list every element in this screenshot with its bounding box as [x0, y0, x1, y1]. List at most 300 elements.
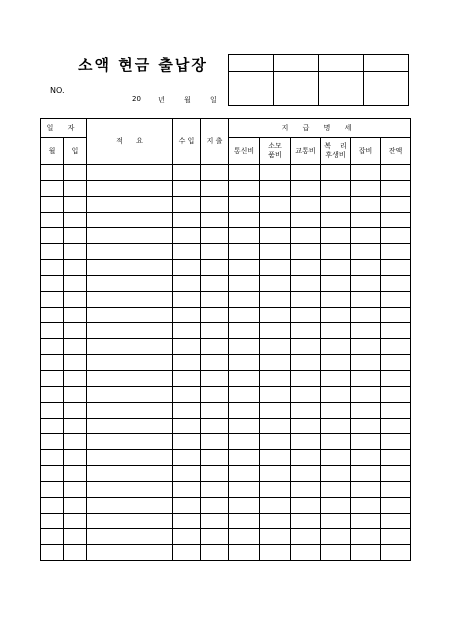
welfare-cell [321, 529, 351, 545]
expense-cell [201, 339, 229, 355]
month-cell [41, 291, 64, 307]
welfare-cell [321, 307, 351, 323]
welfare-cell [321, 228, 351, 244]
welfare-cell [321, 355, 351, 371]
document-title: 소액 현금 출납장 [78, 56, 208, 74]
balance-cell [381, 196, 411, 212]
expense-header: 지 출 [201, 119, 229, 165]
month-cell [41, 260, 64, 276]
balance-cell [381, 355, 411, 371]
table-row [41, 228, 411, 244]
supplies-cell [260, 370, 291, 386]
balance-cell [381, 481, 411, 497]
miscellaneous-cell [351, 466, 381, 482]
miscellaneous-cell [351, 497, 381, 513]
description-cell [87, 339, 173, 355]
approval-header-cell [274, 55, 319, 72]
communication-cell [229, 260, 260, 276]
balance-cell [381, 545, 411, 561]
miscellaneous-cell [351, 545, 381, 561]
month-cell [41, 212, 64, 228]
welfare-cell [321, 402, 351, 418]
transportation-cell [291, 323, 321, 339]
table-row [41, 402, 411, 418]
payment-details-header: 지 급 명 세 [229, 119, 411, 138]
miscellaneous-cell [351, 402, 381, 418]
transportation-cell [291, 386, 321, 402]
transportation-cell [291, 513, 321, 529]
supplies-cell [260, 228, 291, 244]
miscellaneous-cell [351, 370, 381, 386]
description-cell [87, 466, 173, 482]
supplies-cell [260, 355, 291, 371]
transportation-cell [291, 244, 321, 260]
month-cell [41, 165, 64, 181]
balance-cell [381, 434, 411, 450]
supplies-cell [260, 450, 291, 466]
description-cell [87, 291, 173, 307]
income-cell [173, 291, 201, 307]
communication-cell [229, 355, 260, 371]
day-cell [64, 466, 87, 482]
welfare-cell [321, 323, 351, 339]
day-cell [64, 228, 87, 244]
balance-cell [381, 244, 411, 260]
day-cell [64, 418, 87, 434]
communication-cell [229, 481, 260, 497]
miscellaneous-cell [351, 323, 381, 339]
month-cell [41, 323, 64, 339]
expense-cell [201, 275, 229, 291]
day-cell [64, 513, 87, 529]
expense-cell [201, 418, 229, 434]
transportation-cell [291, 339, 321, 355]
description-cell [87, 355, 173, 371]
welfare-cell [321, 180, 351, 196]
description-cell [87, 323, 173, 339]
month-cell [41, 180, 64, 196]
day-cell [64, 481, 87, 497]
supplies-cell [260, 165, 291, 181]
balance-cell [381, 275, 411, 291]
approval-sign-cell [364, 72, 409, 106]
table-row [41, 513, 411, 529]
month-cell [41, 466, 64, 482]
expense-cell [201, 260, 229, 276]
miscellaneous-cell [351, 529, 381, 545]
table-row [41, 434, 411, 450]
approval-header-cell [364, 55, 409, 72]
miscellaneous-cell [351, 386, 381, 402]
expense-cell [201, 355, 229, 371]
month-header: 월 [41, 138, 64, 165]
supplies-cell [260, 275, 291, 291]
balance-cell [381, 450, 411, 466]
day-cell [64, 307, 87, 323]
date-line [132, 95, 222, 105]
expense-cell [201, 450, 229, 466]
month-cell [41, 339, 64, 355]
income-cell [173, 418, 201, 434]
month-cell [41, 275, 64, 291]
description-cell [87, 529, 173, 545]
expense-cell [201, 244, 229, 260]
welfare-cell [321, 386, 351, 402]
supplies-header-line2: 품비 [268, 151, 282, 159]
description-cell [87, 260, 173, 276]
communication-cell [229, 212, 260, 228]
table-row [41, 466, 411, 482]
income-cell [173, 228, 201, 244]
miscellaneous-cell [351, 180, 381, 196]
transportation-cell [291, 228, 321, 244]
day-header: 입 [64, 138, 87, 165]
expense-cell [201, 529, 229, 545]
table-row [41, 323, 411, 339]
supplies-cell [260, 180, 291, 196]
welfare-header [321, 138, 351, 165]
welfare-cell [321, 275, 351, 291]
day-cell [64, 196, 87, 212]
balance-cell [381, 260, 411, 276]
table-row [41, 165, 411, 181]
month-cell [41, 434, 64, 450]
supplies-cell [260, 196, 291, 212]
transportation-cell [291, 497, 321, 513]
income-cell [173, 180, 201, 196]
approval-header-cell [319, 55, 364, 72]
miscellaneous-cell [351, 450, 381, 466]
income-cell [173, 545, 201, 561]
supplies-cell [260, 513, 291, 529]
welfare-cell [321, 260, 351, 276]
description-cell [87, 450, 173, 466]
transportation-cell [291, 529, 321, 545]
communication-cell [229, 466, 260, 482]
table-row [41, 244, 411, 260]
welfare-cell [321, 434, 351, 450]
transportation-cell [291, 418, 321, 434]
day-cell [64, 323, 87, 339]
income-cell [173, 450, 201, 466]
communication-cell [229, 196, 260, 212]
balance-cell [381, 180, 411, 196]
balance-cell [381, 323, 411, 339]
month-cell [41, 481, 64, 497]
transportation-cell [291, 165, 321, 181]
expense-cell [201, 481, 229, 497]
day-cell [64, 355, 87, 371]
miscellaneous-cell [351, 339, 381, 355]
day-cell [64, 275, 87, 291]
expense-cell [201, 545, 229, 561]
description-cell [87, 307, 173, 323]
communication-cell [229, 307, 260, 323]
month-cell [41, 513, 64, 529]
miscellaneous-cell [351, 307, 381, 323]
description-cell [87, 481, 173, 497]
approval-sign-cell [274, 72, 319, 106]
transportation-cell [291, 196, 321, 212]
table-row [41, 481, 411, 497]
description-cell [87, 513, 173, 529]
description-cell [87, 275, 173, 291]
table-row [41, 529, 411, 545]
income-cell [173, 481, 201, 497]
balance-cell [381, 466, 411, 482]
day-cell [64, 545, 87, 561]
income-cell [173, 434, 201, 450]
income-header: 수 입 [173, 119, 201, 165]
table-row [41, 291, 411, 307]
welfare-cell [321, 370, 351, 386]
welfare-cell [321, 481, 351, 497]
communication-cell [229, 386, 260, 402]
communication-cell [229, 291, 260, 307]
month-cell [41, 529, 64, 545]
welfare-cell [321, 339, 351, 355]
transportation-cell [291, 275, 321, 291]
welfare-header-line2: 후생비 [325, 151, 346, 159]
transportation-cell [291, 307, 321, 323]
miscellaneous-cell [351, 275, 381, 291]
day-cell [64, 450, 87, 466]
year-prefix: 20 [132, 95, 141, 103]
expense-cell [201, 165, 229, 181]
welfare-cell [321, 450, 351, 466]
income-cell [173, 275, 201, 291]
communication-cell [229, 180, 260, 196]
table-row [41, 450, 411, 466]
day-cell [64, 180, 87, 196]
communication-cell [229, 529, 260, 545]
date-header: 일 자 [41, 119, 87, 138]
communication-cell [229, 339, 260, 355]
income-cell [173, 307, 201, 323]
miscellaneous-cell [351, 291, 381, 307]
supplies-cell [260, 418, 291, 434]
supplies-cell [260, 291, 291, 307]
welfare-cell [321, 513, 351, 529]
day-cell [64, 370, 87, 386]
table-row [41, 180, 411, 196]
day-cell [64, 434, 87, 450]
income-cell [173, 513, 201, 529]
transportation-cell [291, 545, 321, 561]
income-cell [173, 386, 201, 402]
month-cell [41, 386, 64, 402]
description-cell [87, 196, 173, 212]
description-cell [87, 545, 173, 561]
expense-cell [201, 466, 229, 482]
supplies-cell [260, 481, 291, 497]
month-cell [41, 402, 64, 418]
miscellaneous-cell [351, 165, 381, 181]
supplies-cell [260, 244, 291, 260]
day-cell [64, 402, 87, 418]
communication-cell [229, 165, 260, 181]
welfare-header-line1: 복 리 [324, 142, 347, 150]
balance-cell [381, 228, 411, 244]
table-row [41, 212, 411, 228]
transportation-cell [291, 370, 321, 386]
supplies-cell [260, 212, 291, 228]
income-cell [173, 529, 201, 545]
month-cell [41, 370, 64, 386]
table-row [41, 370, 411, 386]
supplies-cell [260, 386, 291, 402]
miscellaneous-cell [351, 481, 381, 497]
transportation-cell [291, 260, 321, 276]
description-cell [87, 497, 173, 513]
miscellaneous-header: 잡비 [351, 138, 381, 165]
balance-cell [381, 165, 411, 181]
month-cell [41, 355, 64, 371]
approval-header-cell [229, 55, 274, 72]
month-label: 월 [184, 96, 191, 104]
welfare-cell [321, 418, 351, 434]
expense-cell [201, 180, 229, 196]
month-cell [41, 228, 64, 244]
income-cell [173, 339, 201, 355]
description-cell [87, 212, 173, 228]
expense-cell [201, 386, 229, 402]
table-row [41, 307, 411, 323]
welfare-cell [321, 291, 351, 307]
communication-cell [229, 513, 260, 529]
expense-cell [201, 434, 229, 450]
miscellaneous-cell [351, 355, 381, 371]
supplies-cell [260, 466, 291, 482]
month-cell [41, 545, 64, 561]
income-cell [173, 355, 201, 371]
description-cell [87, 386, 173, 402]
welfare-cell [321, 545, 351, 561]
income-cell [173, 466, 201, 482]
month-cell [41, 418, 64, 434]
income-cell [173, 212, 201, 228]
table-row [41, 339, 411, 355]
day-cell [64, 244, 87, 260]
income-cell [173, 260, 201, 276]
description-cell [87, 180, 173, 196]
communication-cell [229, 545, 260, 561]
miscellaneous-cell [351, 513, 381, 529]
balance-cell [381, 291, 411, 307]
ledger-rows [41, 165, 411, 561]
expense-cell [201, 323, 229, 339]
income-cell [173, 370, 201, 386]
expense-cell [201, 497, 229, 513]
communication-cell [229, 450, 260, 466]
description-cell [87, 434, 173, 450]
table-row [41, 196, 411, 212]
table-row [41, 545, 411, 561]
balance-cell [381, 402, 411, 418]
welfare-cell [321, 165, 351, 181]
cash-ledger-table [40, 118, 411, 561]
year-label: 년 [158, 96, 165, 104]
transportation-header: 교통비 [291, 138, 321, 165]
balance-header: 잔액 [381, 138, 411, 165]
communication-cell [229, 228, 260, 244]
transportation-cell [291, 402, 321, 418]
day-cell [64, 529, 87, 545]
supplies-header [260, 138, 291, 165]
month-cell [41, 244, 64, 260]
month-cell [41, 196, 64, 212]
expense-cell [201, 291, 229, 307]
communication-cell [229, 370, 260, 386]
communication-header: 통신비 [229, 138, 260, 165]
supplies-cell [260, 307, 291, 323]
balance-cell [381, 339, 411, 355]
supplies-cell [260, 323, 291, 339]
income-cell [173, 196, 201, 212]
month-cell [41, 450, 64, 466]
balance-cell [381, 307, 411, 323]
approval-sign-cell [229, 72, 274, 106]
description-cell [87, 165, 173, 181]
communication-cell [229, 244, 260, 260]
supplies-header-line1: 소모 [268, 142, 282, 150]
miscellaneous-cell [351, 418, 381, 434]
miscellaneous-cell [351, 228, 381, 244]
table-row [41, 355, 411, 371]
communication-cell [229, 434, 260, 450]
supplies-cell [260, 260, 291, 276]
supplies-cell [260, 529, 291, 545]
description-cell [87, 370, 173, 386]
expense-cell [201, 212, 229, 228]
month-cell [41, 497, 64, 513]
table-row [41, 386, 411, 402]
transportation-cell [291, 466, 321, 482]
transportation-cell [291, 450, 321, 466]
day-cell [64, 260, 87, 276]
balance-cell [381, 418, 411, 434]
description-cell [87, 244, 173, 260]
transportation-cell [291, 180, 321, 196]
table-row [41, 260, 411, 276]
approval-sign-cell [319, 72, 364, 106]
expense-cell [201, 402, 229, 418]
table-row [41, 275, 411, 291]
transportation-cell [291, 355, 321, 371]
description-cell [87, 402, 173, 418]
transportation-cell [291, 212, 321, 228]
communication-cell [229, 402, 260, 418]
day-cell [64, 212, 87, 228]
miscellaneous-cell [351, 196, 381, 212]
day-cell [64, 291, 87, 307]
day-cell [64, 165, 87, 181]
welfare-cell [321, 196, 351, 212]
supplies-cell [260, 339, 291, 355]
welfare-cell [321, 212, 351, 228]
transportation-cell [291, 291, 321, 307]
communication-cell [229, 497, 260, 513]
approval-box [228, 54, 409, 106]
income-cell [173, 497, 201, 513]
welfare-cell [321, 466, 351, 482]
communication-cell [229, 323, 260, 339]
balance-cell [381, 386, 411, 402]
balance-cell [381, 212, 411, 228]
balance-cell [381, 370, 411, 386]
day-cell [64, 497, 87, 513]
description-header: 적 요 [87, 119, 173, 165]
